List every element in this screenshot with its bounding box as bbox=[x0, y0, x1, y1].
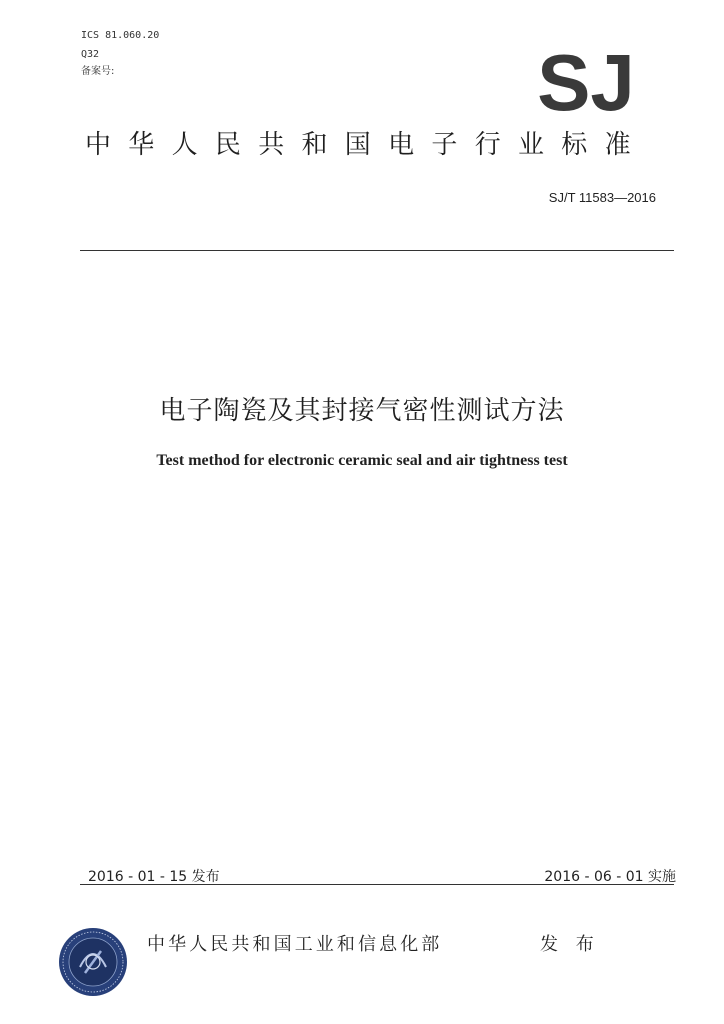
publisher-name: 中华人民共和国工业和信息化部 bbox=[147, 934, 443, 955]
issue-date: 2016 - 01 - 15 发布 bbox=[88, 869, 220, 885]
industry-standard-title: 中华人民共和国电子行业标准 bbox=[85, 130, 648, 160]
footer-divider bbox=[80, 884, 674, 885]
implementation-date: 2016 - 06 - 01 实施 bbox=[544, 869, 676, 885]
filing-number-label: 备案号: bbox=[81, 66, 115, 77]
publish-label: 发 布 bbox=[540, 934, 600, 955]
standard-number: SJ/T 11583—2016 bbox=[548, 190, 656, 205]
ministry-seal-icon bbox=[58, 927, 128, 997]
classification-code: Q32 bbox=[81, 49, 100, 60]
document-title-chinese: 电子陶瓷及其封接气密性测试方法 bbox=[159, 396, 565, 426]
ics-code: ICS 81.060.20 bbox=[81, 30, 160, 41]
sj-logo-text: SJ bbox=[537, 48, 635, 114]
document-title-english: Test method for electronic ceramic seal and air tightness test bbox=[156, 452, 568, 469]
header-divider bbox=[80, 250, 674, 251]
sj-logo bbox=[532, 48, 640, 114]
